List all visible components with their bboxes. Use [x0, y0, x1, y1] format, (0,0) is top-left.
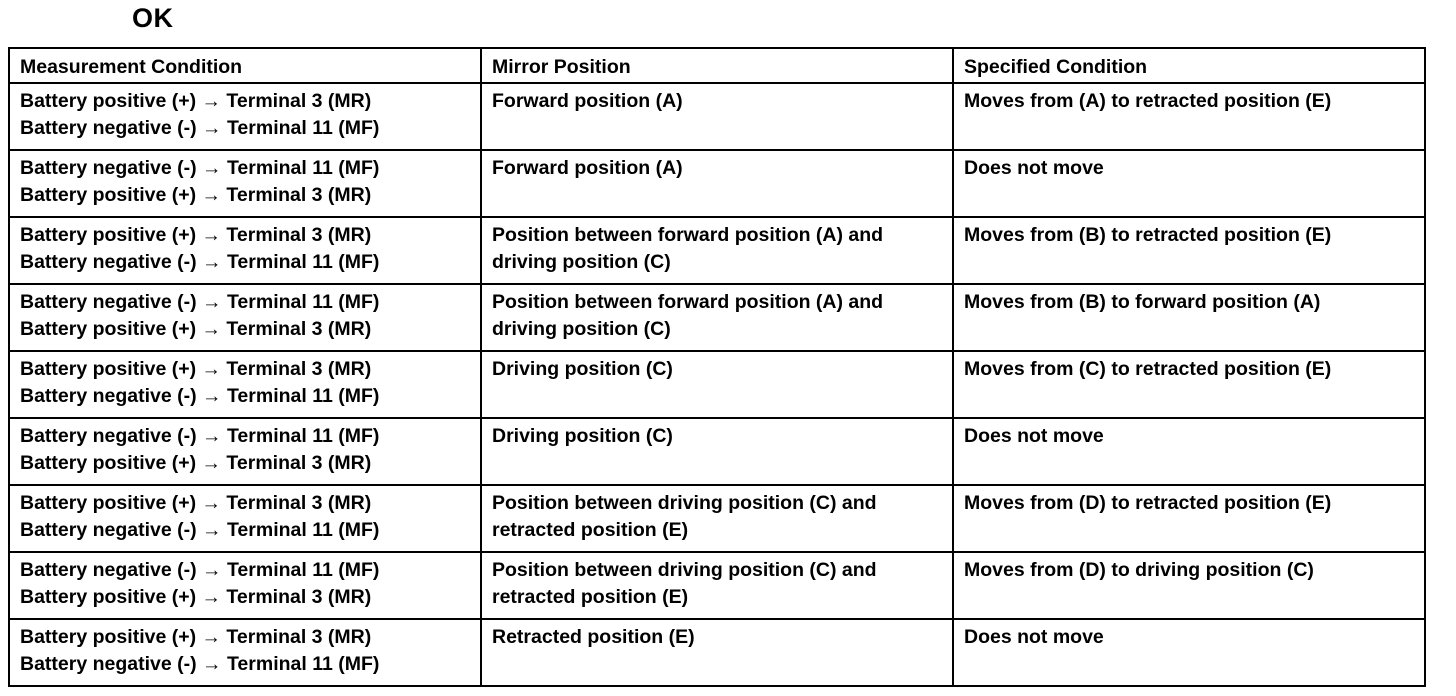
condition-line: Battery negative (-) → Terminal 11 (MF)	[20, 291, 380, 313]
condition-line: Battery positive (+) → Terminal 3 (MR)	[20, 184, 372, 206]
column-header-specified-condition: Specified Condition	[953, 48, 1425, 83]
specified-condition-cell	[953, 284, 1425, 351]
position-line: Retracted position (E)	[492, 626, 695, 648]
position-line: Forward position (A)	[492, 90, 683, 112]
specified-line: Does not move	[964, 157, 1104, 179]
column-header-measurement-condition: Measurement Condition	[9, 48, 481, 83]
table-header	[9, 48, 1425, 83]
condition-line: Battery negative (-) → Terminal 11 (MF)	[20, 653, 380, 675]
position-line: driving position (C)	[492, 318, 671, 340]
position-line: Forward position (A)	[492, 157, 683, 179]
table-row	[9, 284, 1425, 351]
measurement-condition-cell	[9, 150, 481, 217]
specified-condition-cell	[953, 418, 1425, 485]
position-line: Position between driving position (C) and	[492, 559, 877, 581]
measurement-condition-cell	[9, 485, 481, 552]
position-line: Position between forward position (A) and	[492, 291, 884, 313]
table-row	[9, 418, 1425, 485]
condition-line: Battery negative (-) → Terminal 11 (MF)	[20, 559, 380, 581]
measurement-condition-cell	[9, 619, 481, 686]
specified-condition-cell	[953, 552, 1425, 619]
position-line: retracted position (E)	[492, 586, 689, 608]
condition-line: Battery negative (-) → Terminal 11 (MF)	[20, 519, 380, 541]
table-row	[9, 552, 1425, 619]
specified-line: Moves from (C) to retracted position (E)	[964, 358, 1332, 380]
table-row	[9, 83, 1425, 150]
condition-line: Battery positive (+) → Terminal 3 (MR)	[20, 452, 372, 474]
condition-line: Battery positive (+) → Terminal 3 (MR)	[20, 626, 372, 648]
specified-line: Moves from (A) to retracted position (E)	[964, 90, 1332, 112]
position-line: driving position (C)	[492, 251, 671, 273]
position-line: Position between driving position (C) and	[492, 492, 877, 514]
position-line: Position between forward position (A) and	[492, 224, 884, 246]
table-row	[9, 485, 1425, 552]
table-row	[9, 619, 1425, 686]
mirror-position-cell	[481, 150, 953, 217]
condition-line: Battery negative (-) → Terminal 11 (MF)	[20, 425, 380, 447]
position-line: Driving position (C)	[492, 358, 673, 380]
header-row	[9, 48, 1425, 83]
specified-line: Does not move	[964, 425, 1104, 447]
condition-line: Battery negative (-) → Terminal 11 (MF)	[20, 251, 380, 273]
condition-line: Battery positive (+) → Terminal 3 (MR)	[20, 90, 372, 112]
specified-condition-cell	[953, 351, 1425, 418]
condition-line: Battery positive (+) → Terminal 3 (MR)	[20, 224, 372, 246]
condition-line: Battery positive (+) → Terminal 3 (MR)	[20, 492, 372, 514]
condition-line: Battery positive (+) → Terminal 3 (MR)	[20, 358, 372, 380]
specified-condition-cell	[953, 619, 1425, 686]
measurement-condition-cell	[9, 83, 481, 150]
mirror-position-cell	[481, 485, 953, 552]
column-header-mirror-position: Mirror Position	[481, 48, 953, 83]
mirror-position-cell	[481, 217, 953, 284]
mirror-position-cell	[481, 83, 953, 150]
mirror-position-cell	[481, 552, 953, 619]
specified-line: Moves from (D) to retracted position (E)	[964, 492, 1332, 514]
table-body	[9, 83, 1425, 686]
table-row	[9, 217, 1425, 284]
condition-line: Battery positive (+) → Terminal 3 (MR)	[20, 586, 372, 608]
specified-condition-cell	[953, 485, 1425, 552]
specified-condition-cell	[953, 83, 1425, 150]
condition-line: Battery negative (-) → Terminal 11 (MF)	[20, 157, 380, 179]
mirror-position-cell	[481, 418, 953, 485]
specified-line: Does not move	[964, 626, 1104, 648]
specified-condition-cell	[953, 150, 1425, 217]
measurement-condition-cell	[9, 351, 481, 418]
inspection-table	[8, 47, 1426, 687]
specified-line: Moves from (B) to forward position (A)	[964, 291, 1321, 313]
measurement-condition-cell	[9, 284, 481, 351]
mirror-position-cell	[481, 284, 953, 351]
table-row	[9, 351, 1425, 418]
mirror-position-cell	[481, 619, 953, 686]
specified-condition-cell	[953, 217, 1425, 284]
position-line: Driving position (C)	[492, 425, 673, 447]
mirror-position-cell	[481, 351, 953, 418]
condition-line: Battery positive (+) → Terminal 3 (MR)	[20, 318, 372, 340]
condition-line: Battery negative (-) → Terminal 11 (MF)	[20, 385, 380, 407]
position-line: retracted position (E)	[492, 519, 689, 541]
table-row	[9, 150, 1425, 217]
specified-line: Moves from (B) to retracted position (E)	[964, 224, 1332, 246]
specified-line: Moves from (D) to driving position (C)	[964, 559, 1314, 581]
measurement-condition-cell	[9, 217, 481, 284]
measurement-condition-cell	[9, 552, 481, 619]
measurement-condition-cell	[9, 418, 481, 485]
page-title: OK	[132, 3, 174, 33]
condition-line: Battery negative (-) → Terminal 11 (MF)	[20, 117, 380, 139]
